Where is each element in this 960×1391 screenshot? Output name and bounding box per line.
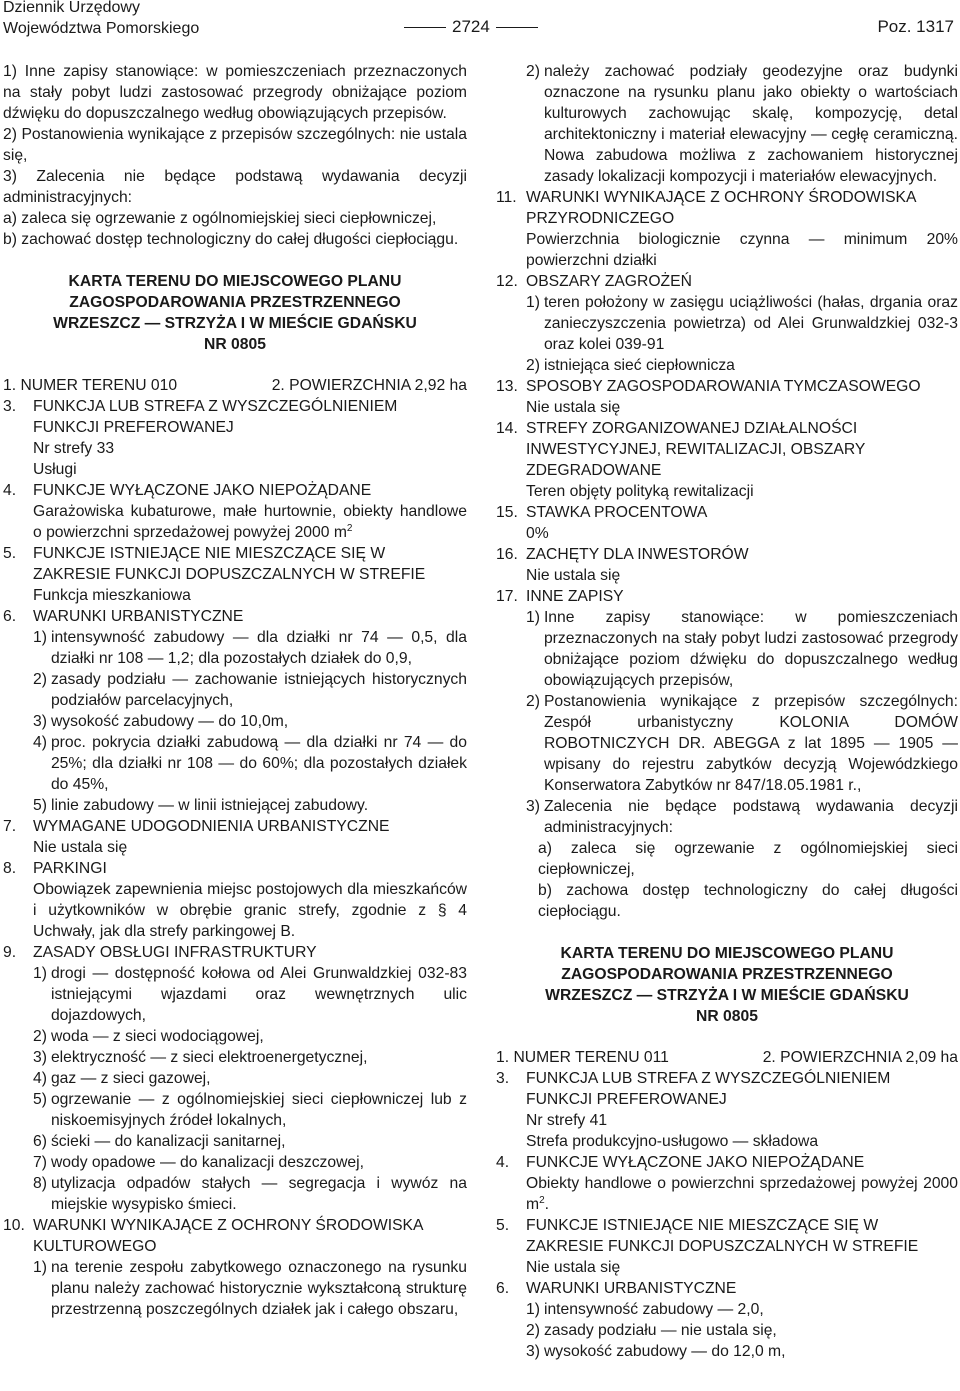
text-line: 3): [526, 798, 540, 815]
powierzchnia: 2. POWIERZCHNIA 2,92 ha: [271, 377, 467, 394]
text-line: intensywność zabudowy — dla działki nr 74 — 0,5, dla działki nr 108 — 1,2; dla pozostałych działek do 0,9,: [50, 629, 467, 667]
text-line: OBSZARY ZAGROŻEŃ: [526, 273, 692, 290]
text-line: 2): [526, 357, 540, 374]
list-item: [3, 627, 467, 669]
section-8: 8. PARKINGI: [3, 858, 467, 879]
section-3: 3. FUNKCJA LUB STREFA Z WYSZCZEGÓLNIENIEM FUNKCJI PREFEROWANEJ: [3, 396, 467, 438]
right-column: [496, 61, 958, 1362]
text-line: WRZESZCZ — STRZYŻA I W MIEŚCIE GDAŃSKU: [545, 987, 909, 1004]
text-line: SPOSOBY ZAGOSPODAROWANIA TYMCZASOWEGO: [526, 378, 921, 395]
section-7: 7. WYMAGANE UDOGODNIENIA URBANISTYCZNE: [3, 816, 467, 837]
text-line: 1): [526, 294, 540, 311]
list-item: [3, 711, 467, 732]
text-line: 2724: [452, 17, 490, 36]
text-line: 6): [33, 1133, 47, 1150]
text-line: 3): [33, 713, 47, 730]
text-line: zasady podziału — nie ustala się,: [543, 1322, 777, 1339]
text-line: FUNKCJA LUB STREFA Z WYSZCZEGÓLNIENIEM FUNKCJI PREFEROWANEJ: [526, 1070, 891, 1108]
intro-3b: b) zachować dostęp technologiczny do całej długości ciepłociągu.: [3, 231, 459, 248]
text-line: FUNKCJE ISTNIEJĄCE NIE MIESZCZĄCE SIĘ W ZAKRESIE FUNKCJI DOPUSZCZALNYCH W STREFIE: [526, 1217, 919, 1255]
intro-3: 3) Zalecenia nie będące podstawą wydawania decyzji administracyjnych:: [3, 168, 467, 206]
text-line: drogi — dostępność kołowa od Alei Grunwaldzkiej 032-83 istniejącymi wjazdami oraz wewnętrznych ulic dojazdowych,: [50, 965, 467, 1024]
text-line: Nie ustala się: [526, 567, 621, 584]
text-line: ZAGOSPODAROWANIA PRZESTRZENNEGO: [69, 294, 401, 311]
text-line: 7): [33, 1154, 47, 1171]
text-line: 2): [526, 63, 540, 80]
text-line: NR 0805: [204, 336, 266, 353]
text-line: Garażowiska kubaturowe, małe hurtownie, obiekty handlowe o powierzchni sprzedażowej powyżej 2000 m: [33, 503, 467, 541]
journal-header: [3, 0, 199, 39]
powierzchnia-2: 2. POWIERZCHNIA 2,09 ha: [762, 1049, 958, 1066]
text-line: Strefa produkcyjno-usługowo — składowa: [526, 1133, 819, 1150]
text-line: Nr strefy 33: [33, 440, 115, 457]
list-item: [496, 1341, 958, 1362]
text-line: teren położony w zasięgu uciążliwości (hałas, drgania oraz zanieczyszczenia powietrza) od Alei Grunwaldzkiej 032-3 oraz kolei 039-91: [543, 294, 958, 353]
text-line: 2: [346, 522, 353, 534]
numer-terenu: 1. NUMER TERENU 010: [3, 377, 178, 394]
text-line: 1): [33, 1259, 47, 1276]
text-line: a) zaleca się ogrzewanie z ogólnomiejskiej sieci ciepłowniczej,: [538, 840, 958, 878]
section-17: 17. INNE ZAPISY: [496, 586, 958, 607]
text-line: ZASADY OBSŁUGI INFRASTRUKTURY: [33, 944, 317, 961]
text-line: Nie ustala się: [526, 1259, 621, 1276]
numer-terenu-2: 1. NUMER TERENU 011: [496, 1049, 669, 1066]
text-line: FUNKCJE ISTNIEJĄCE NIE MIESZCZĄCE SIĘ W ZAKRESIE FUNKCJI DOPUSZCZALNYCH W STREFIE: [33, 545, 426, 583]
list-item: [3, 1257, 467, 1320]
section-9: 9. ZASADY OBSŁUGI INFRASTRUKTURY: [3, 942, 467, 963]
text-line: 0%: [526, 525, 549, 542]
text-line: 3): [33, 1049, 47, 1066]
text-line: istniejąca sieć ciepłownicza: [543, 357, 735, 374]
list-item: [3, 1047, 467, 1068]
list-item: [3, 963, 467, 1026]
text-line: Usługi: [33, 461, 77, 478]
text-line: ogrzewanie — z ogólnomiejskiej sieci ciepłowniczej lub z niskoemisyjnych źródeł lokalnych,: [50, 1091, 467, 1129]
text-line: FUNKCJA LUB STREFA Z WYSZCZEGÓLNIENIEM FUNKCJI PREFEROWANEJ: [33, 398, 398, 436]
list-item: [3, 1173, 467, 1215]
text-line: 4): [33, 1070, 47, 1087]
text-line: wysokość zabudowy — do 10,0m,: [50, 713, 289, 730]
text-line: Inne zapisy stanowiące: w pomieszczeniach przeznaczonych na stały pobyt ludzi zastosować przegrody obniżające poziom dźwięku do dopuszczalnego według obowiązujących przepisów,: [543, 609, 958, 689]
page-number: [398, 16, 544, 37]
text-line: należy zachować podziały geodezyjne oraz budynki oznaczone na rysunku planu jako obiekty o wartościach kulturowych zachowując skalę, kompozycję, detal architektoniczny i materiał elewacyjny — cegłę ceramiczną. Nowa zabudowa możliwa z zachowaniem historycznej zasady lokalizacji kompozycji i materiałów elewacyjnych.: [543, 63, 958, 185]
list-item: [3, 669, 467, 711]
text-line: Zalecenia nie będące podstawą wydawania decyzji administracyjnych:: [543, 798, 958, 836]
section-11: 11. WARUNKI WYNIKAJĄCE Z OCHRONY ŚRODOWISKA PRZYRODNICZEGO: [496, 187, 958, 229]
text-line: 1): [33, 629, 47, 646]
list-item: [3, 732, 467, 795]
r-section-6: 6. WARUNKI URBANISTYCZNE: [496, 1278, 958, 1299]
text-line: Funkcja mieszkaniowa: [33, 587, 191, 604]
text-line: wody opadowe — do kanalizacji deszczowej,: [50, 1154, 364, 1171]
section-16: 16. ZACHĘTY DLA INWESTORÓW: [496, 544, 958, 565]
list-item: [496, 1173, 958, 1215]
list-item: [496, 691, 958, 796]
text-line: 2): [526, 1322, 540, 1339]
text-line: 2): [33, 671, 47, 688]
text-line: ZACHĘTY DLA INWESTORÓW: [526, 546, 749, 563]
list-item: [496, 292, 958, 355]
text-line: Postanowienia wynikające z przepisów szczególnych: Zespół urbanistyczny KOLONIA DOMÓW ROBOTNICZYCH DR. ABEGGA z lat 1895 — 1905 — wpisany do rejestru zabytków decyzją Wojewódzkiego Konserwatora Zabytków nr 847/18.05.1981 r.,: [543, 693, 958, 794]
section-6: 6. WARUNKI URBANISTYCZNE: [3, 606, 467, 627]
list-item: [3, 795, 467, 816]
text-line: FUNKCJE WYŁĄCZONE JAKO NIEPOŻĄDANE: [33, 482, 372, 499]
journal-region: Województwa Pomorskiego: [3, 20, 200, 37]
text-line: Nie ustala się: [526, 399, 621, 416]
list-item: [496, 607, 958, 691]
r-section-3: 3. FUNKCJA LUB STREFA Z WYSZCZEGÓLNIENIEM FUNKCJI PREFEROWANEJ: [496, 1068, 958, 1110]
text-line: PARKINGI: [33, 860, 107, 877]
text-line: WARUNKI URBANISTYCZNE: [526, 1280, 737, 1297]
text-line: WARUNKI URBANISTYCZNE: [33, 608, 244, 625]
text-line: Powierzchnia biologicznie czynna — minimum 20% powierzchni działki: [526, 231, 958, 269]
text-line: linie zabudowy — w linii istniejącej zabudowy.: [50, 797, 369, 814]
left-column: [3, 61, 467, 1320]
text-line: ścieki — do kanalizacji sanitarnej,: [50, 1133, 286, 1150]
journal-title: Dziennik Urzędowy: [3, 0, 140, 16]
text-line: Teren objęty polityką rewitalizacji: [526, 483, 754, 500]
r-section-5: 5. FUNKCJE ISTNIEJĄCE NIE MIESZCZĄCE SIĘ W ZAKRESIE FUNKCJI DOPUSZCZALNYCH W STREFIE: [496, 1215, 958, 1257]
section-10: 10. WARUNKI WYNIKAJĄCE Z OCHRONY ŚRODOWISKA KULTUROWEGO: [3, 1215, 467, 1257]
text-line: wysokość zabudowy — do 12,0 m,: [543, 1343, 786, 1360]
text-line: 2: [539, 1194, 545, 1206]
intro-3a: a) zaleca się ogrzewanie z ogólnomiejskiej sieci ciepłowniczej,: [3, 210, 437, 227]
teren-row-2: [496, 1047, 958, 1068]
karta-heading: [3, 271, 467, 355]
text-line: WYMAGANE UDOGODNIENIA URBANISTYCZNE: [33, 818, 390, 835]
text-line: FUNKCJE WYŁĄCZONE JAKO NIEPOŻĄDANE: [526, 1154, 865, 1171]
list-item: [3, 1026, 467, 1047]
text-line: WARUNKI WYNIKAJĄCE Z OCHRONY ŚRODOWISKA PRZYRODNICZEGO: [526, 189, 916, 227]
text-line: utylizacja odpadów stałych — segregacja i wywóz na miejskie wysypisko śmieci.: [50, 1175, 467, 1213]
text-line: 5): [33, 797, 47, 814]
text-line: 1): [33, 965, 47, 982]
text-line: Obowiązek zapewnienia miejsc postojowych dla mieszkańców i użytkowników w obrębie granic strefy, zgodnie z § 4 Uchwały, jak dla strefy parkingowej B.: [33, 881, 467, 940]
teren-row: [3, 375, 467, 396]
section-13: 13. SPOSOBY ZAGOSPODAROWANIA TYMCZASOWEGO: [496, 376, 958, 397]
text-line: 8): [33, 1175, 47, 1192]
text-line: zasady podziału — zachowanie istniejących historycznych podziałów parcelacyjnych,: [50, 671, 467, 709]
text-line: ZAGOSPODAROWANIA PRZESTRZENNEGO: [561, 966, 893, 983]
text-line: .: [544, 1196, 549, 1213]
intro-2: 2) Postanowienia wynikające z przepisów szczególnych: nie ustala się,: [3, 126, 467, 164]
list-item: [3, 1131, 467, 1152]
section-14: 14. STREFY ZORGANIZOWANEJ DZIAŁALNOŚCI INWESTYCYJNEJ, REWITALIZACJI, OBSZARY ZDEGRADOWANE: [496, 418, 958, 481]
karta-heading-2: [496, 943, 958, 1027]
text-line: gaz — z sieci gazowej,: [50, 1070, 211, 1087]
text-line: b) zachowa dostęp technologiczny do całej długości ciepłociągu.: [538, 882, 958, 920]
text-line: 1): [526, 1301, 540, 1318]
text-line: 1): [526, 609, 540, 626]
text-line: Nie ustala się: [33, 839, 128, 856]
text-line: STAWKA PROCENTOWA: [526, 504, 708, 521]
list-item: [496, 1320, 958, 1341]
list-item: [496, 61, 958, 187]
text-line: woda — z sieci wodociągowej,: [50, 1028, 264, 1045]
text-line: KARTA TERENU DO MIEJSCOWEGO PLANU: [560, 945, 894, 962]
section-5: 5. FUNKCJE ISTNIEJĄCE NIE MIESZCZĄCE SIĘ W ZAKRESIE FUNKCJI DOPUSZCZALNYCH W STREFIE: [3, 543, 467, 585]
list-item: [3, 1068, 467, 1089]
list-item: [3, 501, 467, 543]
text-line: 2): [526, 693, 540, 710]
text-line: intensywność zabudowy — 2,0,: [543, 1301, 764, 1318]
section-4: 4. FUNKCJE WYŁĄCZONE JAKO NIEPOŻĄDANE: [3, 480, 467, 501]
position-label: Poz. 1317: [877, 17, 954, 36]
text-line: 2): [33, 1028, 47, 1045]
section-12: 12. OBSZARY ZAGROŻEŃ: [496, 271, 958, 292]
text-line: STREFY ZORGANIZOWANEJ DZIAŁALNOŚCI INWESTYCYJNEJ, REWITALIZACJI, OBSZARY ZDEGRADOWANE: [526, 420, 866, 479]
text-line: KARTA TERENU DO MIEJSCOWEGO PLANU: [68, 273, 402, 290]
text-line: na terenie zespołu zabytkowego oznaczonego na rysunku planu należy zachować historycznie wykształconą strukturę przestrzenną poszczególnych działek jak i całego obszaru,: [50, 1259, 467, 1318]
text-line: elektryczność — z sieci elektroenergetycznej,: [50, 1049, 368, 1066]
text-line: Nr strefy 41: [526, 1112, 608, 1129]
list-item: [3, 1089, 467, 1131]
text-line: 5): [33, 1091, 47, 1108]
list-item: [496, 1299, 958, 1320]
list-item: [3, 1152, 467, 1173]
text-line: WARUNKI WYNIKAJĄCE Z OCHRONY ŚRODOWISKA KULTUROWEGO: [33, 1217, 423, 1255]
r-section-4: 4. FUNKCJE WYŁĄCZONE JAKO NIEPOŻĄDANE: [496, 1152, 958, 1173]
text-line: 4): [33, 734, 47, 751]
text-line: 3): [526, 1343, 540, 1360]
text-line: WRZESZCZ — STRZYŻA I W MIEŚCIE GDAŃSKU: [53, 315, 417, 332]
list-item: [496, 796, 958, 838]
intro-1: 1) Inne zapisy stanowiące: w pomieszczeniach przeznaczonych na stały pobyt ludzi zastosować przegrody obniżające poziom dźwięku do dopuszczalnego według obowiązujących przepisów.: [3, 63, 467, 122]
text-line: INNE ZAPISY: [526, 588, 624, 605]
text-line: proc. pokrycia działki zabudową — dla działki nr 74 — do 25%; dla działki nr 108 — do 60%; dla pozostałych działek do 45%,: [50, 734, 467, 793]
text-line: Obiekty handlowe o powierzchni sprzedażowej powyżej 2000 m: [526, 1175, 958, 1213]
section-15: 15. STAWKA PROCENTOWA: [496, 502, 958, 523]
list-item: [496, 355, 958, 376]
text-line: NR 0805: [696, 1008, 758, 1025]
